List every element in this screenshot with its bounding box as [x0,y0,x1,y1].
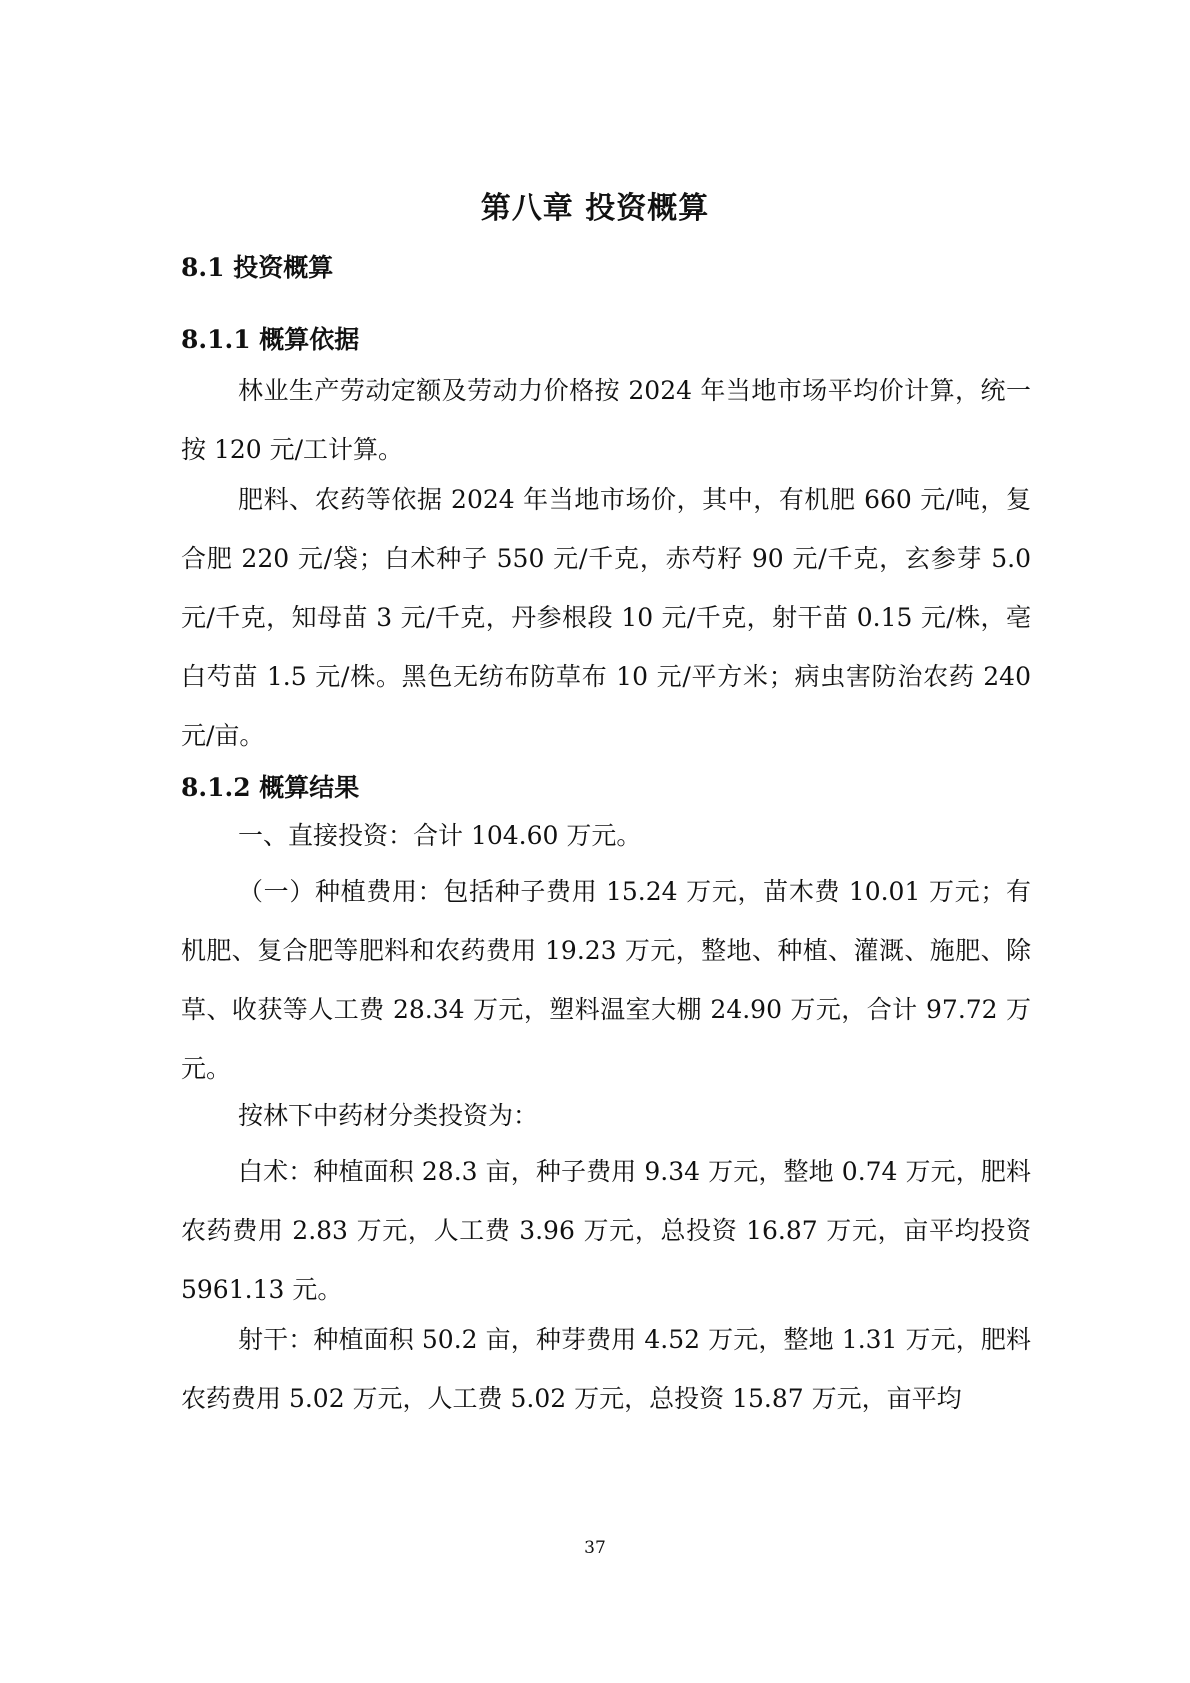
result-paragraph-shegan: 射干：种植面积 50.2 亩，种芽费用 4.52 万元，整地 1.31 万元，肥料农药费用 5.02 万元，人工费 5.02 万元，总投资 15.87 万元，亩平均 [181,1325,1031,1413]
basis-paragraph-labor: 林业生产劳动定额及劳动力价格按 2024 年当地市场平均价计算，统一按 120 元/工计算。 [181,376,1031,464]
result-paragraph-planting-costs: （一）种植费用：包括种子费用 15.24 万元，苗木费 10.01 万元；有机肥、复合肥等肥料和农药费用 19.23 万元，整地、种植、灌溉、施肥、除草、收获等人工费 28.34 万元，塑料温室大棚 24.90 万元，合计 97.72 万元。 [181,877,1031,1083]
section-heading-8-1: 8.1 投资概算 [181,253,334,282]
result-paragraph-category-intro: 按林下中药材分类投资为： [238,1101,539,1130]
chapter-title: 第八章 投资概算 [480,191,710,226]
section-heading-8-1-2: 8.1.2 概算结果 [181,773,360,802]
page-number: 37 [584,1538,606,1558]
result-paragraph-direct-investment: 一、直接投资：合计 104.60 万元。 [238,821,642,850]
result-paragraph-baizhu: 白术：种植面积 28.3 亩，种子费用 9.34 万元，整地 0.74 万元，肥料农药费用 2.83 万元，人工费 3.96 万元，总投资 16.87 万元，亩平均投资 5961.13 元。 [181,1157,1031,1304]
section-heading-8-1-1: 8.1.1 概算依据 [181,325,360,354]
basis-paragraph-materials: 肥料、农药等依据 2024 年当地市场价，其中，有机肥 660 元/吨，复合肥 220 元/袋；白术种子 550 元/千克，赤芍籽 90 元/千克，玄参芽 5.0 元/千克，知母苗 3 元/千克，丹参根段 10 元/千克，射干苗 0.15 元/株，亳白芍苗 1.5 元/株。黑色无纺布防草布 10 元/平方米；病虫害防治农药 240 元/亩。 [181,485,1031,750]
